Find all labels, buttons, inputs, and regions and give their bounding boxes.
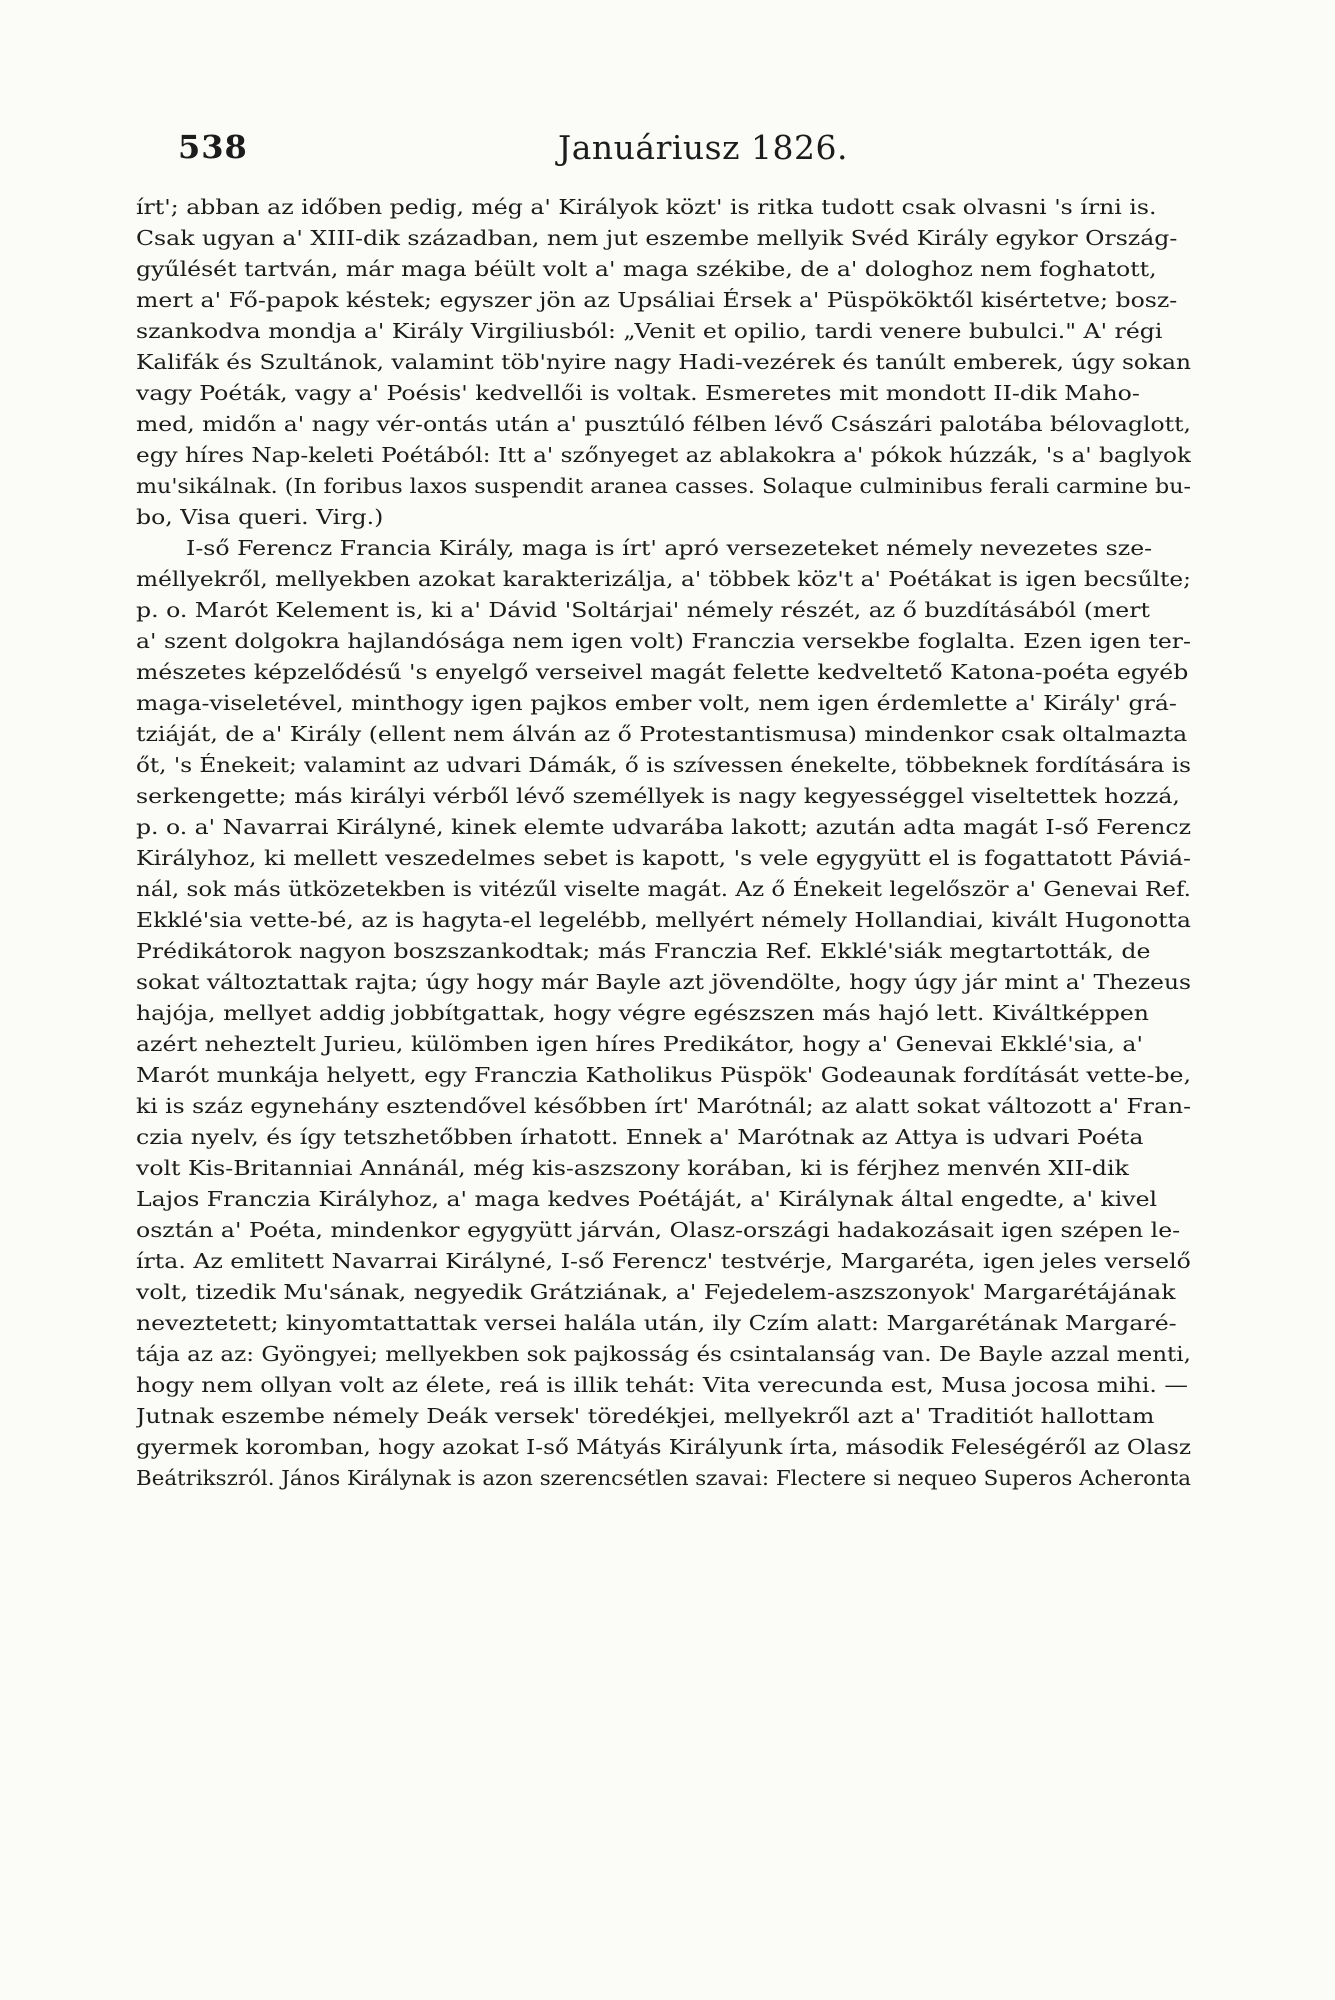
text-line: tája az az: Gyöngyei; mellyekben sok pajkosság és csintalanság van. De Bayle azzal menti,: [136, 1342, 1191, 1366]
page-header: [178, 128, 1168, 180]
text-line: volt, tizedik Mu'sának, negyedik Grátziának, a' Fejedelem-aszszonyok' Margarétájának: [136, 1280, 1176, 1304]
text-line: mert a' Fő-papok késtek; egyszer jön az Upsáliai Érsek a' Püspököktől kisértetve; bosz-: [136, 288, 1178, 312]
page-number: 538: [178, 128, 248, 166]
text-line: czia nyelv, és így tetszhetőbben írhatott. Ennek a' Marótnak az Attya is udvari Poéta: [136, 1125, 1144, 1149]
text-line: a' szent dolgokra hajlandósága nem igen volt) Franczia versekbe foglalta. Ezen igen ter-: [136, 629, 1191, 653]
text-line: Prédikátorok nagyon boszszankodtak; más Franczia Ref. Ekklé'siák megtartották, de: [136, 939, 1151, 963]
text-line: hajója, mellyet addig jobbítgattak, hogy végre egészszen más hajó lett. Kiváltképpen: [136, 1001, 1149, 1025]
text-line: mészetes képzelődésű 's enyelgő verseivel magát felette kedveltető Katona-poéta egyéb: [136, 660, 1189, 684]
text-line: mu'sikálnak. (In foribus laxos suspendit aranea casses. Solaque culminibus ferali carmine bu-: [136, 474, 1191, 498]
text-line: gyűlését tartván, már maga béült volt a' maga székibe, de a' dologhoz nem foghatott,: [136, 257, 1157, 281]
text-line: ki is száz egynehány esztendővel későbben írt' Marótnál; az alatt sokat változott a' Fran-: [136, 1094, 1191, 1118]
text-line: serkengette; más királyi vérből lévő személlyek is nagy kegyességgel viseltettek hozzá,: [136, 784, 1180, 808]
text-line: Beátrikszról. János Királynak is azon szerencsétlen szavai: Flectere si nequeo Superos Acheronta: [136, 1466, 1191, 1490]
text-line: maga-viseletével, minthogy igen pajkos ember volt, nem igen érdemlette a' Király' grá-: [136, 691, 1177, 715]
text-line: azért neheztelt Jurieu, külömben igen híres Predikátor, hogy a' Genevai Ekklé'sia, a': [136, 1032, 1143, 1056]
text-line: gyermek koromban, hogy azokat I-ső Mátyás Királyunk írta, második Feleségéről az Olasz: [136, 1435, 1191, 1459]
text-line: hogy nem ollyan volt az élete, reá is illik tehát: Vita verecunda est, Musa jocosa mihi. —: [136, 1373, 1188, 1397]
text-line: írta. Az emlitett Navarrai Királyné, I-ső Ferencz' testvérje, Margaréta, igen jeles verselő: [136, 1249, 1191, 1273]
text-line: p. o. Marót Kelement is, ki a' Dávid 'Soltárjai' némely részét, az ő buzdításából (mert: [136, 598, 1150, 622]
text-line: volt Kis-Britanniai Annánál, még kis-aszszony korában, ki is férjhez menvén XII-dik: [136, 1156, 1129, 1180]
text-line: Csak ugyan a' XIII-dik században, nem jut eszembe mellyik Svéd Király egykor Ország-: [136, 226, 1178, 250]
text-line: osztán a' Poéta, mindenkor egygyütt járván, Olasz-országi hadakozásait igen szépen le-: [136, 1218, 1181, 1242]
text-line: szankodva mondja a' Király Virgiliusból: „Venit et opilio, tardi venere bubulci." A' régi: [136, 319, 1163, 343]
text-line: sokat változtattak rajta; úgy hogy már Bayle azt jövendölte, hogy úgy jár mint a' Thezeus: [136, 970, 1191, 994]
text-line: Jutnak eszembe némely Deák versek' töredékjei, mellyekről azt a' Traditiót hallottam: [136, 1404, 1155, 1428]
text-line: vagy Poéták, vagy a' Poésis' kedvellői is voltak. Esmeretes mit mondott II-dik Maho-: [136, 381, 1140, 405]
text-line: nál, sok más ütközetekben is vitézűl viselte magát. Az ő Énekeit legelőször a' Genevai Ref.: [136, 877, 1191, 901]
text-line: egy híres Nap-keleti Poétából: Itt a' szőnyeget az ablakokra a' pókok húzzák, 's a' baglyok: [136, 443, 1191, 467]
text-line: tziáját, de a' Király (ellent nem álván az ő Protestantismusa) mindenkor csak oltalmazta: [136, 722, 1188, 746]
text-line: bo, Visa queri. Virg.): [136, 505, 384, 529]
text-line: Királyhoz, ki mellett veszedelmes sebet is kapott, 's vele egygyütt el is fogattatott Páviá-: [136, 846, 1191, 870]
running-title: Januáriusz 1826.: [558, 128, 848, 167]
body-text: [136, 192, 1191, 1494]
text-line: írt'; abban az időben pedig, még a' Királyok közt' is ritka tudott csak olvasni 's írni is.: [136, 195, 1157, 219]
text-line: Lajos Franczia Királyhoz, a' maga kedves Poétáját, a' Királynak által engedte, a' kivel: [136, 1187, 1158, 1211]
text-line: Kalifák és Szultánok, valamint töb'nyire nagy Hadi-vezérek és tanúlt emberek, úgy sokan: [136, 350, 1191, 374]
text-line: med, midőn a' nagy vér-ontás után a' pusztúló félben lévő Császári palotába bélovaglott,: [136, 412, 1191, 436]
text-line: neveztetett; kinyomtattattak versei halála után, ily Czím alatt: Margarétának Margaré-: [136, 1311, 1177, 1335]
text-line: méllyekről, mellyekben azokat karakterizálja, a' többek köz't a' Poétákat is igen becsűlte;: [136, 567, 1191, 591]
text-line: I-ső Ferencz Francia Király, maga is írt' apró versezeteket némely nevezetes sze-: [186, 536, 1153, 560]
text-line: p. o. a' Navarrai Királyné, kinek elemte udvarába lakott; azután adta magát I-ső Ferencz: [136, 815, 1191, 839]
text-line: Marót munkája helyett, egy Franczia Katholikus Püspök' Godeaunak fordítását vette-be,: [136, 1063, 1191, 1087]
text-line: őt, 's Énekeit; valamint az udvari Dámák, ő is szívessen énekelte, többeknek fordítására is: [136, 753, 1191, 777]
text-line: Ekklé'sia vette-bé, az is hagyta-el legelébb, mellyért némely Hollandiai, kivált Hugonotta: [136, 908, 1191, 932]
